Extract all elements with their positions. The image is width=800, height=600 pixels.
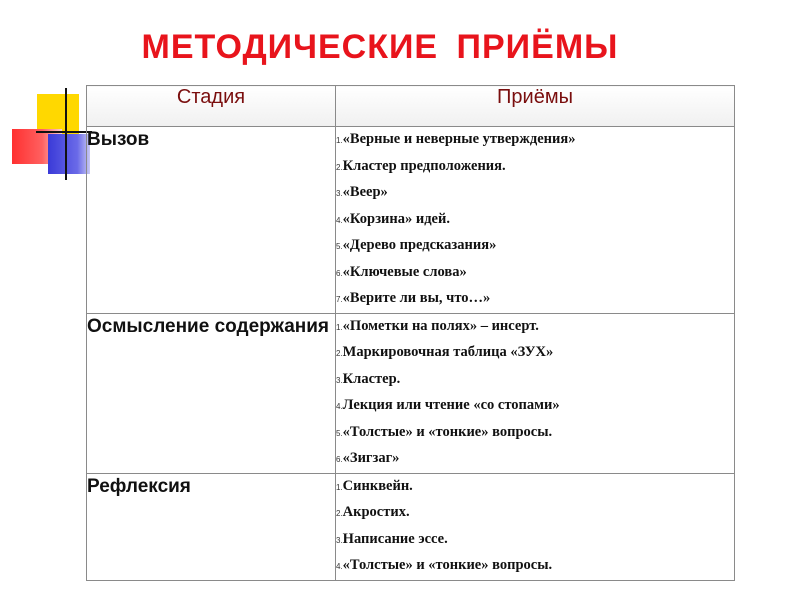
method-item xyxy=(336,127,734,154)
method-text: Синквейн. xyxy=(342,477,413,494)
method-text: «Корзина» идей. xyxy=(342,210,450,227)
method-item xyxy=(336,154,734,181)
method-number: 2. xyxy=(336,162,343,172)
method-number: 4. xyxy=(336,402,343,411)
decor-horizontal-line xyxy=(36,131,92,133)
method-number: 1. xyxy=(336,482,343,492)
table-row xyxy=(87,313,735,473)
decor-vertical-line xyxy=(65,88,67,180)
header-methods: Приёмы xyxy=(336,86,735,127)
methods-cell xyxy=(336,127,735,314)
method-number: 6. xyxy=(336,455,343,464)
method-item xyxy=(336,286,734,313)
table-header-row xyxy=(87,86,735,127)
method-number: 7. xyxy=(336,295,343,304)
method-number: 4. xyxy=(336,215,343,225)
method-item xyxy=(336,180,734,207)
method-text: «Толстые» и «тонкие» вопросы. xyxy=(342,423,553,440)
table-row xyxy=(87,127,735,314)
header-stage: Стадия xyxy=(87,86,336,127)
method-text: «Толстые» и «тонкие» вопросы. xyxy=(342,557,553,573)
method-text: «Верите ли вы, что…» xyxy=(342,290,491,306)
method-text: Акростих. xyxy=(342,504,410,520)
method-number: 3. xyxy=(336,189,343,198)
method-text: Лекция или чтение «со стопами» xyxy=(342,397,560,413)
method-number: 3. xyxy=(336,375,343,385)
method-text: «Дерево предсказания» xyxy=(342,237,497,253)
method-text: Написание эссе. xyxy=(342,530,448,547)
method-item xyxy=(336,260,734,287)
method-number: 2. xyxy=(336,509,343,518)
method-number: 1. xyxy=(336,136,343,145)
method-item xyxy=(336,340,734,367)
decor-blue-square xyxy=(48,134,90,174)
method-number: 3. xyxy=(336,535,343,545)
method-text: «Веер» xyxy=(342,184,388,200)
method-item xyxy=(336,553,734,580)
methods-cell xyxy=(336,473,735,580)
method-number: 6. xyxy=(336,268,343,278)
method-item xyxy=(336,314,734,341)
method-item xyxy=(336,393,734,420)
slide-title: МЕТОДИЧЕСКИЕ ПРИЁМЫ xyxy=(141,28,619,66)
methods-table xyxy=(86,85,735,581)
method-item xyxy=(336,446,734,473)
method-item xyxy=(336,527,734,554)
method-item xyxy=(336,500,734,527)
method-text: Маркировочная таблица «ЗУХ» xyxy=(342,344,554,360)
method-item xyxy=(336,474,734,501)
methods-list xyxy=(336,474,734,580)
methods-list xyxy=(336,127,734,313)
method-number: 5. xyxy=(336,428,343,438)
method-text: «Пометки на полях» – инсерт. xyxy=(342,317,539,334)
method-item xyxy=(336,420,734,447)
stage-cell: Вызов xyxy=(87,127,336,314)
decor-yellow-square xyxy=(37,94,79,134)
method-number: 2. xyxy=(336,349,343,358)
methods-cell xyxy=(336,313,735,473)
method-item xyxy=(336,233,734,260)
method-text: «Ключевые слова» xyxy=(342,263,467,280)
method-item xyxy=(336,207,734,234)
stage-cell: Осмысление содержания xyxy=(87,313,336,473)
stage-cell: Рефлексия xyxy=(87,473,336,580)
method-text: Кластер предположения. xyxy=(342,157,506,174)
method-item xyxy=(336,367,734,394)
method-number: 5. xyxy=(336,242,343,251)
method-number: 4. xyxy=(336,562,343,571)
methods-list xyxy=(336,314,734,473)
method-text: «Зигзаг» xyxy=(342,450,400,466)
table-row xyxy=(87,473,735,580)
method-number: 1. xyxy=(336,322,343,332)
method-text: «Верные и неверные утверждения» xyxy=(342,131,576,147)
method-text: Кластер. xyxy=(342,370,401,387)
